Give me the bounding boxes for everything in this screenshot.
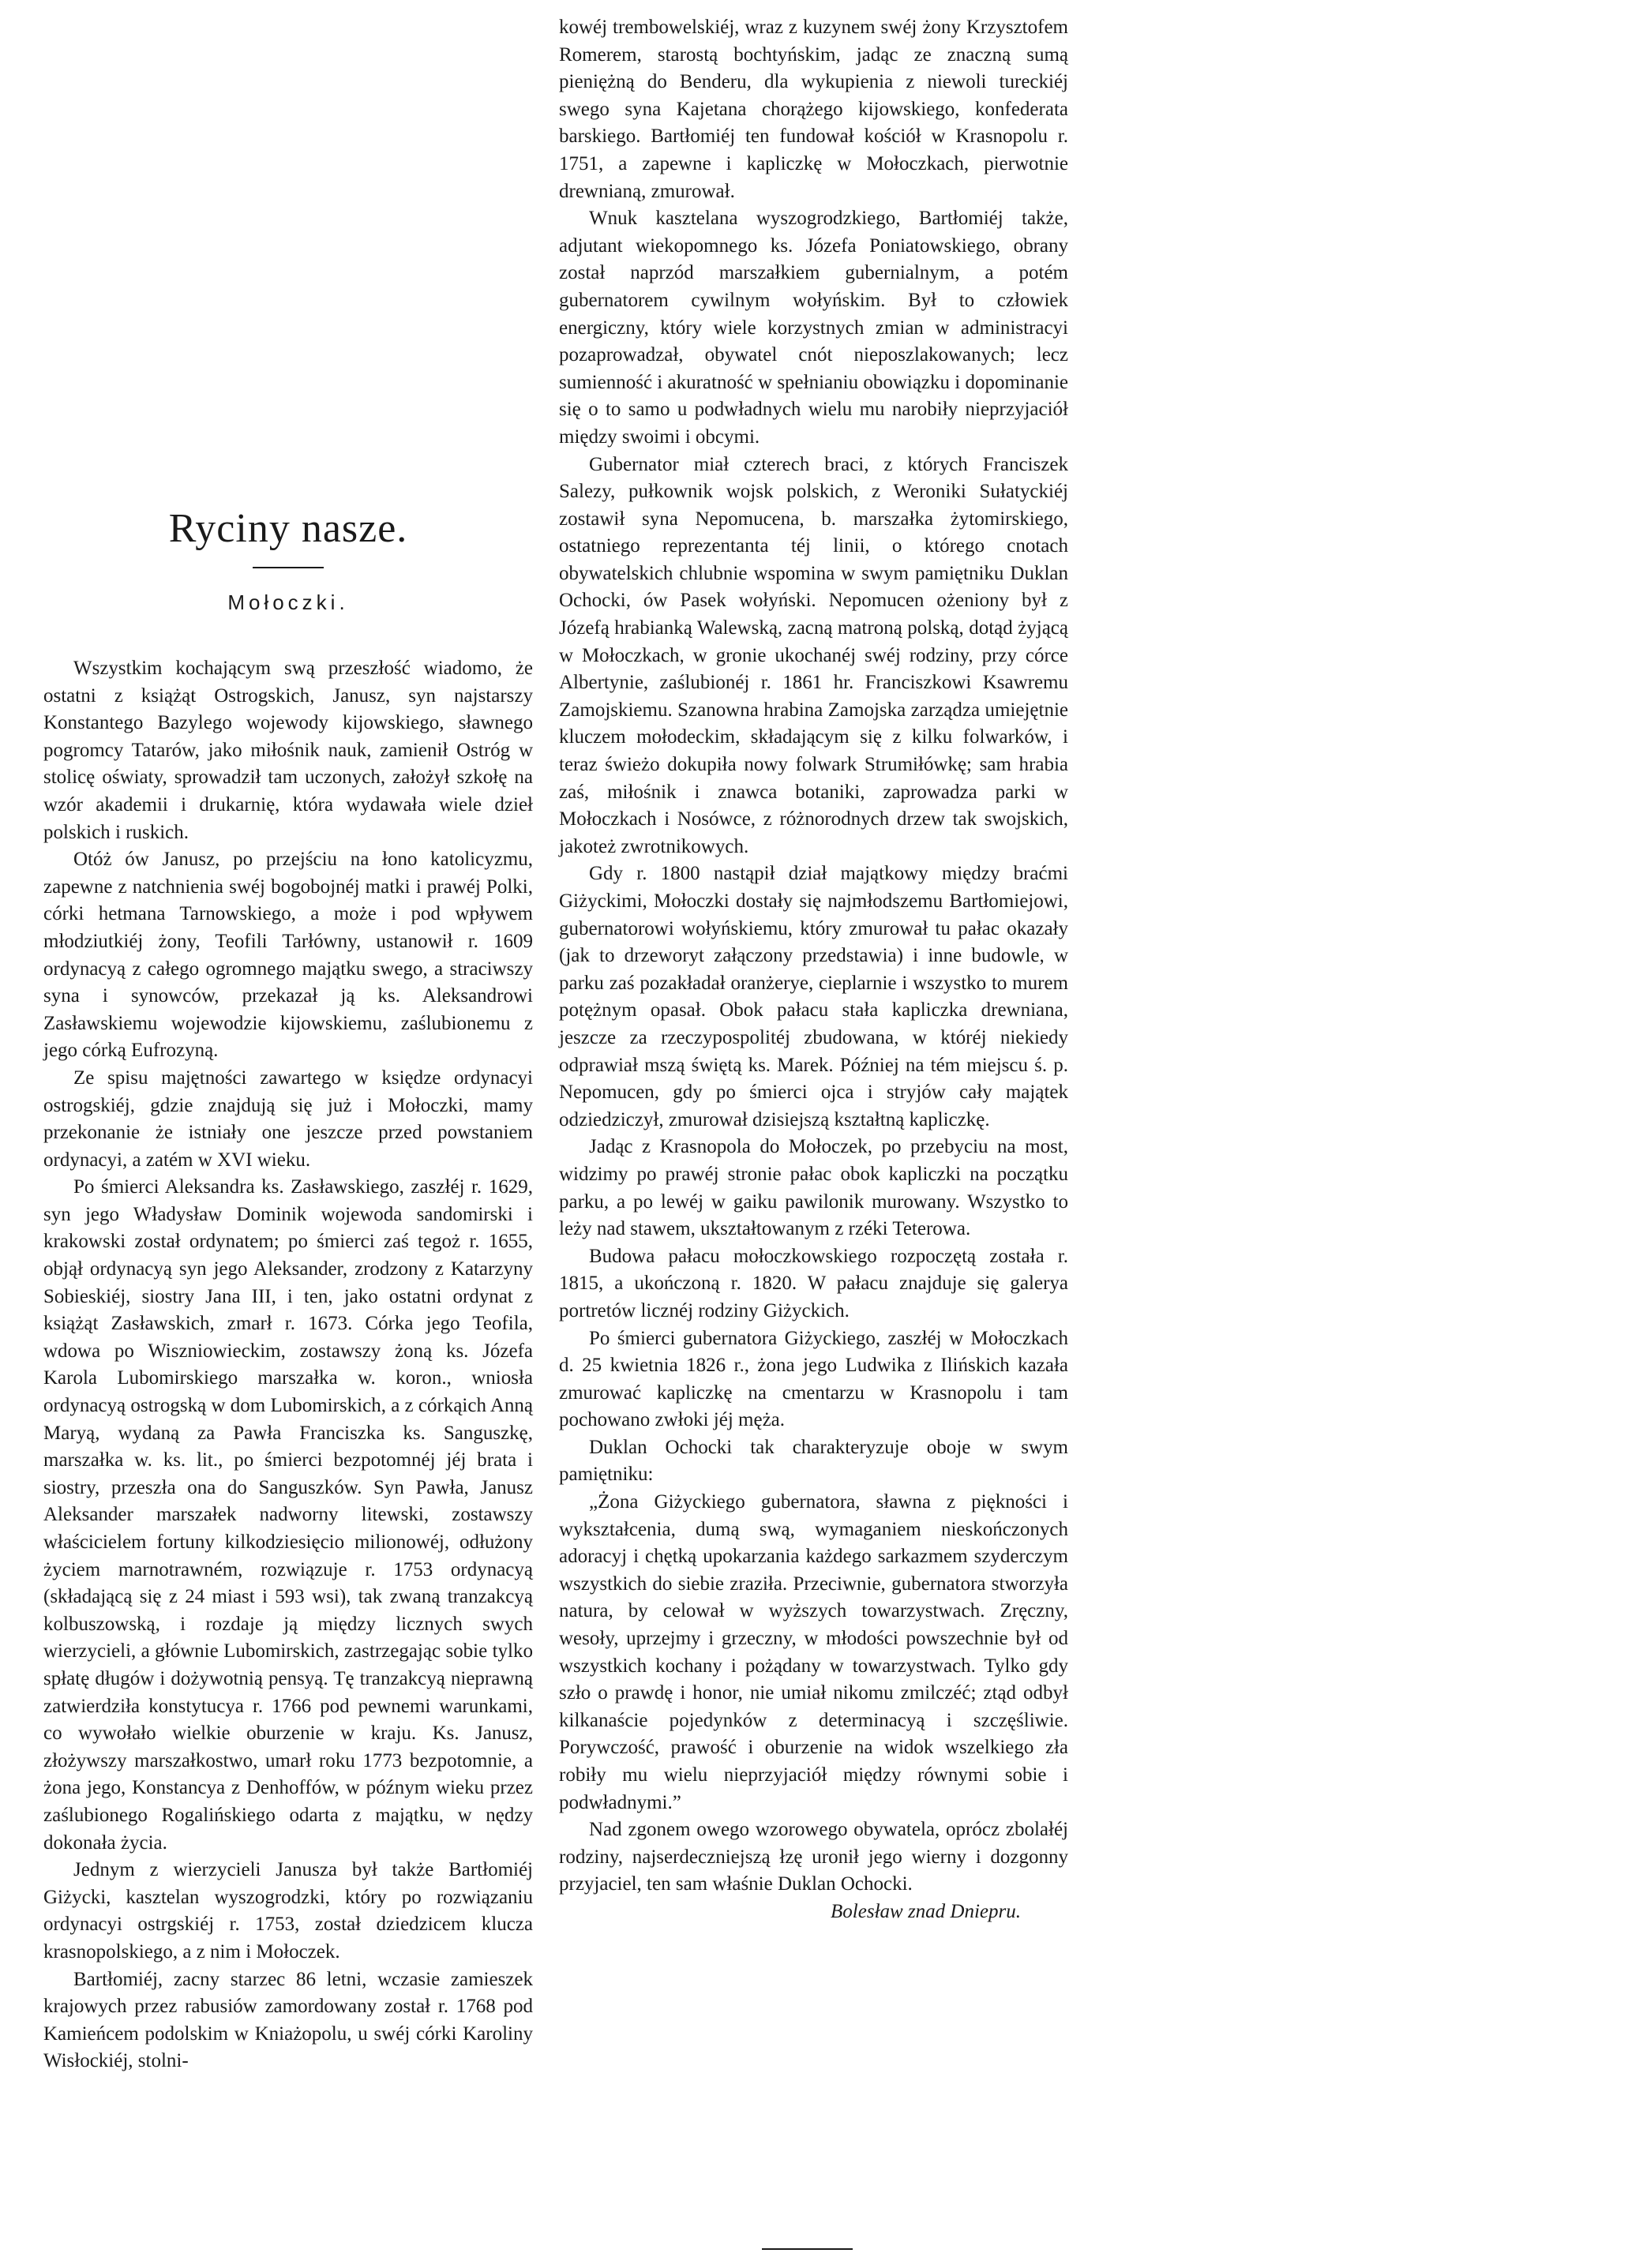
paragraph: Bartłomiéj, zacny starzec 86 letni, wczasie zamieszek krajowych przez rabusiów zamordowany został r. 1768 pod Kamieńcem podolskim w Kniażopolu, u swéj córki Karoliny Wisłockiéj, stolni-: [43, 1968, 533, 2072]
left-text-column: [43, 655, 533, 2075]
paragraph: Jadąc z Krasnopola do Mołoczek, po przebyciu na most, widzimy po prawéj stronie pałac obok kapliczki na początku parku, a po lewéj w gaiku pawilonik murowany. Wszystko to leży nad stawem, ukształtowanym z rzéki Teterowa.: [559, 1136, 1068, 1240]
title-divider: [253, 567, 324, 568]
paragraph: Ze spisu majętności zawartego w księdze ordynacyi ostrogskiéj, gdzie znajdują się już i Mołoczki, mamy przekonanie że istniały one jeszcze przed powstaniem ordynacyi, a zatém w XVI wieku.: [43, 1067, 533, 1171]
paragraph: Wnuk kasztelana wyszogrodzkiego, Bartłomiéj także, adjutant wiekopomnego ks. Józefa Poniatowskiego, obrany został naprzód marszałkiem gubernialnym, a potém gubernatorem cywilnym wołyńskim. Był to człowiek energiczny, który wiele korzystnych zmian w administracyi pozaprowadzał, obywatel cnót nieposzlakowanych; lecz sumienność i akuratność w spełnianiu obowiązku i dopominanie się o to samo u podwładnych wielu mu narobiły nieprzyjaciół między swoimi i obcymi.: [559, 208, 1069, 448]
author-signature: Bolesław znad Dniepru.: [831, 1900, 1021, 1922]
paragraph: Otóż ów Janusz, po przejściu na łono katolicyzmu, zapewne z natchnienia swéj bogobojnéj matki i prawéj Polki, córki hetmana Tarnowskiego, a może i pod wpływem młodziutkiéj żony, Teofili Tarłówny, ustanowił r. 1609 ordynacyą z całego ogromnego majątku swego, a straciwszy syna i synowców, przekazał ją ks. Aleksandrowi Zasławskiemu wojewodzie kijowskiemu, zaślubionemu z jego córką Eufrozyną.: [43, 849, 533, 1062]
article-title: Ryciny nasze.: [168, 506, 408, 551]
paragraph: Wszystkim kochającym swą przeszłość wiadomo, że ostatni z książąt Ostrogskich, Janusz, syn najstarszy Konstantego Bazylego wojewody kijowskiego, sławnego pogromcy Tatarów, jako miłośnik nauk, zamienił Ostróg w stolicę oświaty, sprowadził tam uczonych, założył szkołę na wzór akademii i drukarnię, która wydawała wiele dzieł polskich i ruskich.: [43, 658, 533, 843]
paragraph: Budowa pałacu mołoczkowskiego rozpoczętą została r. 1815, a ukończoną r. 1820. W pałacu znajduje się galerya portretów licznéj rodziny Giżyckich.: [559, 1245, 1068, 1321]
article-subtitle: Mołoczki.: [227, 590, 349, 614]
paragraph: Po śmierci gubernatora Giżyckiego, zaszłéj w Mołoczkach d. 25 kwietnia 1826 r., żona jego Ludwika z Ilińskich kazała zmurować kapliczkę na cmentarzu w Krasnopolu i tam pochowano zwłoki jéj męża.: [559, 1327, 1068, 1431]
paragraph: Gubernator miał czterech braci, z których Franciszek Salezy, pułkownik wojsk polskich, z Weroniki Sułatyckiéj zostawił syna Nepomucena, b. marszałka żytomirskiego, ostatniego reprezentanta téj linii, o którego cnotach obywatelskich chlubnie wspomina w swym pamiętniku Duklan Ochocki, ów Pasek wołyński. Nepomucen ożeniony był z Józefą hrabianką Walewską, zacną matroną polską, dotąd żyjącą w Mołoczkach, w gronie ukochanéj swéj rodziny, przy córce Albertynie, zaślubionéj r. 1861 hr. Franciszkowi Ksawremu Zamojskiemu. Szanowna hrabina Zamojska zarządza umiejętnie kluczem mołodeckim, składającym się z kilku folwarków, i teraz świeżo dokupiła nowy folwark Strumiłówkę; sam hrabia zaś, miłośnik i znawca botaniki, zaprowadza parki w Mołoczkach i Nosówce, z różnorodnych drzew tak swojskich, jakoteż zwrotnikowych.: [559, 453, 1068, 857]
end-divider: [762, 2248, 853, 2250]
paragraph: Jednym z wierzycieli Janusza był także Bartłomiéj Giżycki, kasztelan wyszogrodzki, który po rozwiązaniu ordynacyi ostrgskiéj r. 1753, został dziedzicem klucza krasnopolskiego, a z nim i Mołoczek.: [43, 1859, 533, 1962]
quotation: „Żona Giżyckiego gubernatora, sławna z piękności i wykształcenia, dumą swą, wymaganiem nieskończonych adoracyj i chętką upokarzania każdego sarkazmem szyderczym wszystkich do siebie zraziła. Przeciwnie, gubernatora stworzyła natura, by celował w wyższych towarzystwach. Zręczny, wesoły, uprzejmy i grzeczny, w młodości powszechnie był od wszystkich kochany i pożądany w towarzystwach. Tylko gdy szło o prawdę i honor, nie umiał nikomu zmilczéć; ztąd odbył kilkanaście pojedynków z determinacyą i szczęśliwie. Porywczość, prawość i oburzenie na widok wszelkiego zła robiły mu wielu nieprzyjaciół między równymi sobie i podwładnymi.”: [559, 1491, 1068, 1813]
paragraph: Duklan Ochocki tak charakteryzuje oboje w swym pamiętniku:: [559, 1436, 1068, 1486]
paragraph: Nad zgonem owego wzorowego obywatela, oprócz zbolałéj rodziny, najserdeczniejszą łzę uronił jego wierny i dozgonny przyjaciel, ten sam właśnie Duklan Ochocki.: [559, 1819, 1068, 1895]
paragraph: Po śmierci Aleksandra ks. Zasławskiego, zaszłéj r. 1629, syn jego Władysław Dominik wojewoda sandomirski i krakowski został ordynatem; po śmierci zaś tegoż r. 1655, objął ordynacyą syn jego Aleksander, zrodzony z Katarzyny Sobieskiéj, siostry Jana III, i ten, jako ostatni ordynat z książąt Zasławskich, zmarł r. 1673. Córka jego Teofila, wdowa po Wiszniowieckim, zostawszy żoną ks. Józefa Karola Lubomirskiego marszałka w. koron., wniosła ordynacyą ostrogską w dom Lubomirskich, a z córkąich Anną Maryą, wydaną za Pawła Franciszka ks. Sanguszkę, marszałka w. ks. lit., po śmierci bezpotomnéj jéj brata i siostry, przeszła ona do Sanguszków. Syn Pawła, Janusz Aleksander marszałek nadworny litewski, zostawszy właścicielem fortuny kilkodziesięcio milionowéj, odłużony życiem marnotrawném, rozwiązuje r. 1753 ordynacyą (składającą się z 24 miast i 593 wsi), tak zwaną tranzakcyą kolbuszowską, i rozdaje ją między licznych swych wierzycieli, a głównie Lubomirskich, zastrzegając sobie tylko spłatę długów i dożywotnią pensyą. Tę tranzakcyą nieprawną zatwierdziła konstytucya r. 1766 pod pewnemi warunkami, co wywołało wielkie oburzenie w kraju. Ks. Janusz, złożywszy marszałkostwo, umarł roku 1773 bezpotomnie, a żona jego, Konstancya z Denhoffów, w późnym wieku przez zaślubionego Rogalińskiego odarta z majątku, w nędzy dokonała życia.: [43, 1176, 533, 1854]
right-text-column: [559, 14, 1068, 1926]
paragraph: Gdy r. 1800 nastąpił dział majątkowy między braćmi Giżyckimi, Mołoczki dostały się najmłodszemu Bartłomiejowi, gubernatorowi wołyńskiemu, który zmurował tu pałac okazały (jak to drzeworyt załączony przedstawia) i inne budowle, w parku zaś pozakładał oranżerye, cieplarnie i wszystko to murem potężnym opasał. Obok pałacu stała kapliczka drewniana, jeszcze za rzeczypospolitéj zbudowana, w któréj niekiedy odprawiał mszą świętą ks. Marek. Później na tém miejscu ś. p. Nepomucen, gdy po śmierci ojca i stryjów cały majątek odziedziczył, zmurował dzisiejszą kształtną kapliczkę.: [559, 863, 1068, 1130]
paragraph-continued: kowéj trembowelskiéj, wraz z kuzynem swéj żony Krzysztofem Romerem, starostą bochtyńskim, jadąc ze znaczną sumą pieniężną do Benderu, dla wykupienia z niewoli tureckiéj swego syna Kajetana chorążego kijowskiego, konfederata barskiego. Bartłomiéj ten fundował kościół w Krasnopolu r. 1751, a zapewne i kapliczkę w Mołoczkach, pierwotnie drewnianą, zmurował.: [559, 17, 1068, 202]
